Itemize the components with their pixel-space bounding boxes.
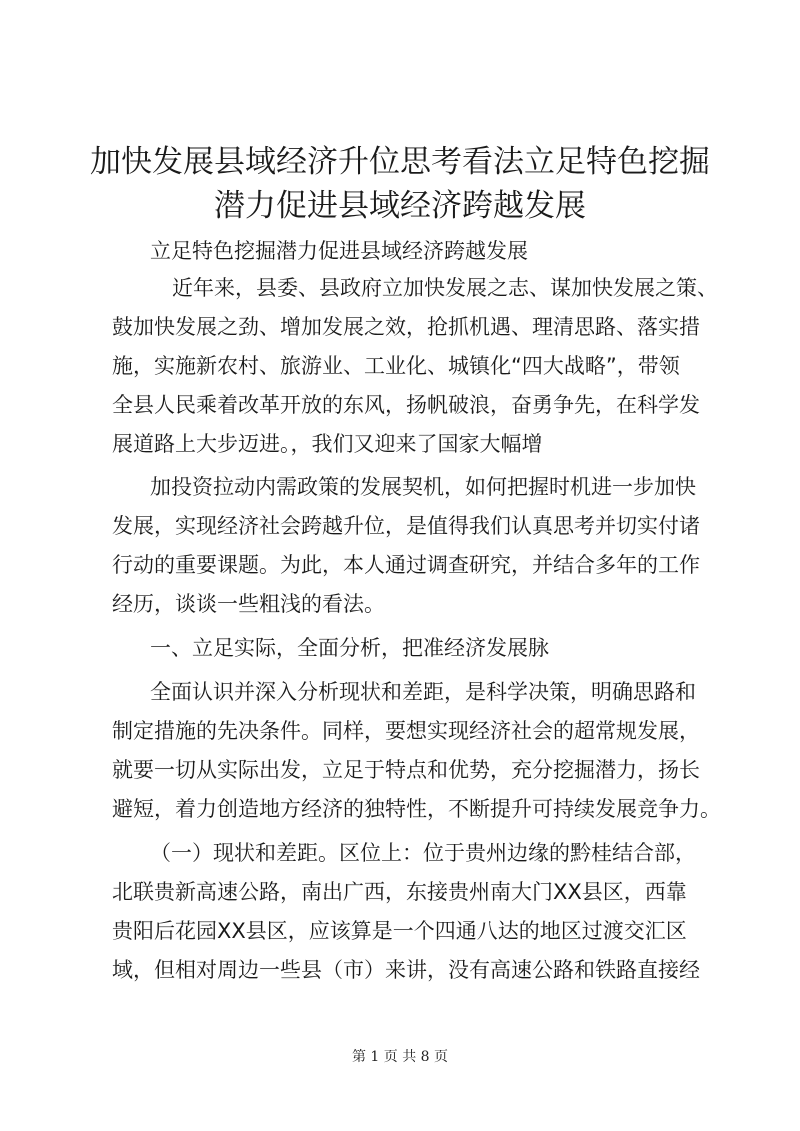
paragraph-line: 贵阳后花园XX县区，应该算是一个四通八达的地区过渡交汇区 (112, 919, 687, 943)
paragraph-line: 北联贵新高速公路，南出广西，东接贵州南大门XX县区，西靠 (112, 880, 687, 904)
paragraph-line: 全面认识并深入分析现状和差距，是科学决策，明确思路和 (150, 680, 696, 704)
paragraph-line: 施，实施新农村、旅游业、工业化、城镇化“四大战略”，带领 (112, 354, 680, 378)
paragraph-line: 展道路上大步迈进。，我们又迎来了国家大幅增 (112, 432, 543, 456)
section-heading: 一、立足实际，全面分析，把准经济发展脉 (150, 636, 549, 660)
paragraph-line: 经历，谈谈一些粗浅的看法。 (112, 592, 385, 616)
paragraph-line: 发展，实现经济社会跨越升位，是值得我们认真思考并切实付诸 (112, 514, 700, 538)
paragraph-line: （一）现状和差距。区位上：位于贵州边缘的黔桂结合部， (150, 841, 696, 865)
paragraph-line: 加投资拉动内需政策的发展契机，如何把握时机进一步加快 (150, 475, 696, 499)
paragraph-line: 就要一切从实际出发，立足于特点和优势，充分挖掘潜力，扬长 (112, 758, 700, 782)
paragraph-line: 行动的重要课题。为此，本人通过调查研究，并结合多年的工作 (112, 553, 700, 577)
paragraph-line: 近年来，县委、县政府立加快发展之志、谋加快发展之策、 (172, 276, 718, 300)
paragraph-line: 鼓加快发展之劲、增加发展之效，抢抓机遇、理清思路、落实措 (112, 315, 700, 339)
page-number-footer: 第 1 页 共 8 页 (351, 1049, 449, 1065)
paragraph-line: 制定措施的先决条件。同样，要想实现经济社会的超常规发展， (112, 719, 700, 743)
title-line-2: 潜力促进县域经济跨越发展 (214, 188, 586, 224)
title-line-1: 加快发展县域经济升位思考看法立足特色挖掘 (90, 144, 710, 180)
document-title (90, 140, 710, 228)
paragraph-line: 避短，着力创造地方经济的独特性，不断提升可持续发展竞争力。 (112, 797, 721, 821)
paragraph-line: 域，但相对周边一些县（市）来讲，没有高速公路和铁路直接经 (112, 958, 700, 982)
subtitle-line: 立足特色挖掘潜力促进县域经济跨越发展 (150, 239, 528, 263)
paragraph-line: 全县人民乘着改革开放的东风，扬帆破浪，奋勇争先，在科学发 (112, 393, 700, 417)
